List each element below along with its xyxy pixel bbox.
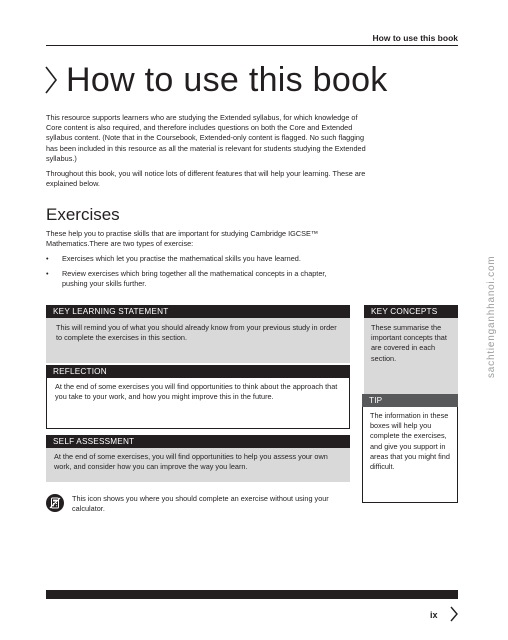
key-learning-statement-title: KEY LEARNING STATEMENT	[46, 305, 350, 318]
page-title: How to use this book	[66, 61, 388, 99]
tip-box	[362, 394, 458, 503]
key-learning-statement-body: This will remind you of what you should already know from your previous study in order to complete the exercises in this section.	[46, 318, 350, 363]
self-assessment-body: At the end of some exercises, you will find opportunities to help you assess your own work, and consider how you can improve the way you learn.	[46, 448, 350, 482]
self-assessment-title: SELF ASSESSMENT	[46, 435, 350, 448]
calculator-note: This icon shows you where you should complete an exercise without using your calculator.	[72, 494, 329, 514]
key-concepts-box	[364, 305, 458, 394]
reflection-title: REFLECTION	[46, 365, 350, 378]
chevron-right-icon	[44, 65, 58, 95]
exercise-types-list	[46, 254, 346, 295]
exercises-intro: These help you to practise skills that are important for studying Cambridge IGCSE™ Mathematics.There are two types of exercise:	[46, 229, 319, 249]
features-paragraph: Throughout this book, you will notice lots of different features that will help your learning. These are explained below.	[46, 169, 366, 189]
exercises-heading: Exercises	[46, 205, 120, 224]
key-concepts-title: KEY CONCEPTS	[364, 305, 458, 318]
reflection-box	[46, 365, 350, 429]
key-concepts-body: These summarise the important concepts that are covered in each section.	[364, 318, 458, 394]
reflection-body: At the end of some exercises you will find opportunities to think about the approach that you take to your work, and how you might improve this in the future.	[46, 378, 350, 429]
list-item: • Review exercises which bring together all the mathematical concepts in a chapter, pushing your skills further.	[46, 269, 346, 289]
list-item: • Exercises which let you practise the mathematical skills you have learned.	[46, 254, 346, 264]
key-learning-statement-box	[46, 305, 350, 363]
page-number: ix	[430, 610, 438, 620]
running-header: How to use this book	[372, 33, 458, 43]
intro-paragraph: This resource supports learners who are studying the Extended syllabus, for which knowledge of Core content is also required, and therefore includes questions on both the Core and Extended syllabus content. (Note that in the Coursebook, Extended-only content is flagged. No such flagging has been included in this resource as all the material is relevant for students studying the Extended syllabus.)	[46, 113, 366, 163]
tip-body: The information in these boxes will help you complete the exercises, and give you support in areas that you might find difficult.	[362, 407, 458, 503]
watermark: sachtienganhhanoi.com	[486, 255, 497, 378]
calculator-crossed-icon	[46, 494, 64, 512]
header-rule	[46, 45, 458, 46]
self-assessment-box	[46, 435, 350, 482]
chevron-right-icon[interactable]	[449, 605, 459, 623]
footer-bar	[46, 590, 458, 599]
tip-title: TIP	[362, 394, 458, 407]
page-title-row	[44, 60, 388, 100]
